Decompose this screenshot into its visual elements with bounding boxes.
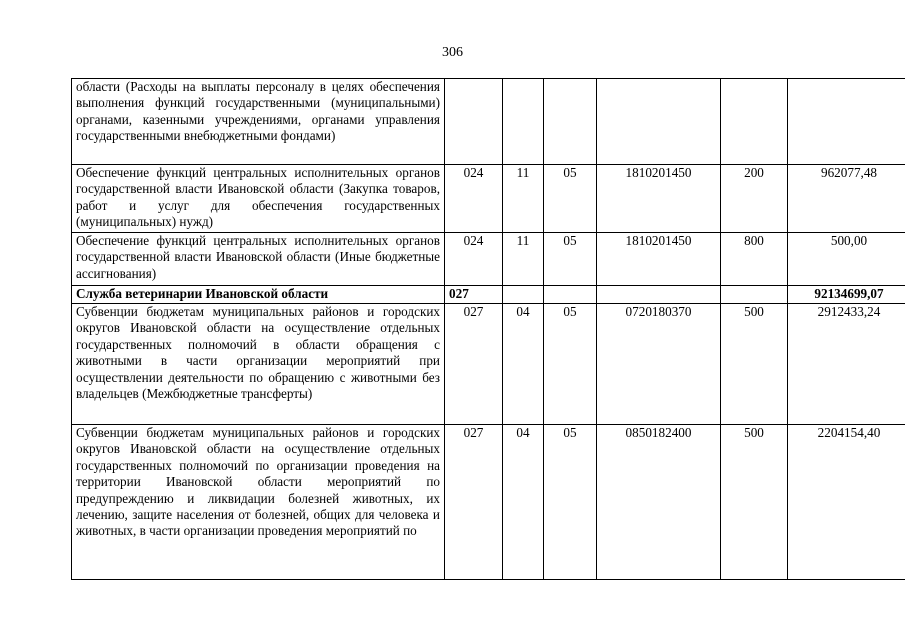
row-description: Субвенции бюджетам муниципальных районов и городских округов Ивановской области на осуществление отдельных государственных полномочий в области обращения с животными в части организации мероприятий при осуществлении деятельности по обращению с животными без владельцев (Межбюджетные трансферты) bbox=[72, 304, 445, 425]
expense-type-code: 500 bbox=[721, 304, 788, 425]
expense-type-code: 200 bbox=[721, 165, 788, 233]
expense-type-code bbox=[721, 79, 788, 165]
ministry-code: 024 bbox=[445, 233, 503, 286]
table-row bbox=[72, 165, 905, 233]
section-code: 04 bbox=[503, 425, 544, 580]
subsection-code bbox=[544, 286, 597, 304]
subsection-code: 05 bbox=[544, 304, 597, 425]
table-row bbox=[72, 233, 905, 286]
target-article-code: 1810201450 bbox=[597, 233, 721, 286]
expense-type-code bbox=[721, 286, 788, 304]
table-row bbox=[72, 79, 905, 165]
row-description: Субвенции бюджетам муниципальных районов и городских округов Ивановской области на осуществление отдельных государственных полномочий по организации проведения на территории Ивановской области мероприятий по предупреждению и ликвидации болезней животных, их лечению, защите населения от болезней, общих для человека и животных, в части организации проведения мероприятий по bbox=[72, 425, 445, 580]
target-article-code: 0720180370 bbox=[597, 304, 721, 425]
target-article-code: 0850182400 bbox=[597, 425, 721, 580]
row-description: Обеспечение функций центральных исполнительных органов государственной власти Ивановской области (Закупка товаров, работ и услуг для обеспечения государственных (муниципальных) нужд) bbox=[72, 165, 445, 233]
ministry-code bbox=[445, 79, 503, 165]
section-code: 04 bbox=[503, 304, 544, 425]
ministry-code: 027 bbox=[445, 304, 503, 425]
section-code bbox=[503, 79, 544, 165]
table-row bbox=[72, 304, 905, 425]
expense-type-code: 500 bbox=[721, 425, 788, 580]
amount: 2204154,40 bbox=[788, 425, 905, 580]
amount: 2912433,24 bbox=[788, 304, 905, 425]
department-name: Служба ветеринарии Ивановской области bbox=[72, 286, 445, 304]
ministry-code: 024 bbox=[445, 165, 503, 233]
subsection-code: 05 bbox=[544, 165, 597, 233]
ministry-code: 027 bbox=[445, 286, 503, 304]
target-article-code bbox=[597, 79, 721, 165]
budget-table bbox=[71, 78, 905, 580]
row-description: Обеспечение функций центральных исполнительных органов государственной власти Ивановской области (Иные бюджетные ассигнования) bbox=[72, 233, 445, 286]
ministry-code: 027 bbox=[445, 425, 503, 580]
table-row bbox=[72, 425, 905, 580]
subsection-code: 05 bbox=[544, 425, 597, 580]
section-code bbox=[503, 286, 544, 304]
table-row-department bbox=[72, 286, 905, 304]
target-article-code bbox=[597, 286, 721, 304]
subsection-code bbox=[544, 79, 597, 165]
amount: 962077,48 bbox=[788, 165, 905, 233]
amount: 500,00 bbox=[788, 233, 905, 286]
department-total-amount: 92134699,07 bbox=[788, 286, 905, 304]
amount bbox=[788, 79, 905, 165]
row-description: области (Расходы на выплаты персоналу в целях обеспечения выполнения функций государственными (муниципальными) органами, казенными учреждениями, органами управления государственными внебюджетными фондами) bbox=[72, 79, 445, 165]
expense-type-code: 800 bbox=[721, 233, 788, 286]
section-code: 11 bbox=[503, 165, 544, 233]
subsection-code: 05 bbox=[544, 233, 597, 286]
target-article-code: 1810201450 bbox=[597, 165, 721, 233]
page-number: 306 bbox=[442, 45, 463, 60]
section-code: 11 bbox=[503, 233, 544, 286]
